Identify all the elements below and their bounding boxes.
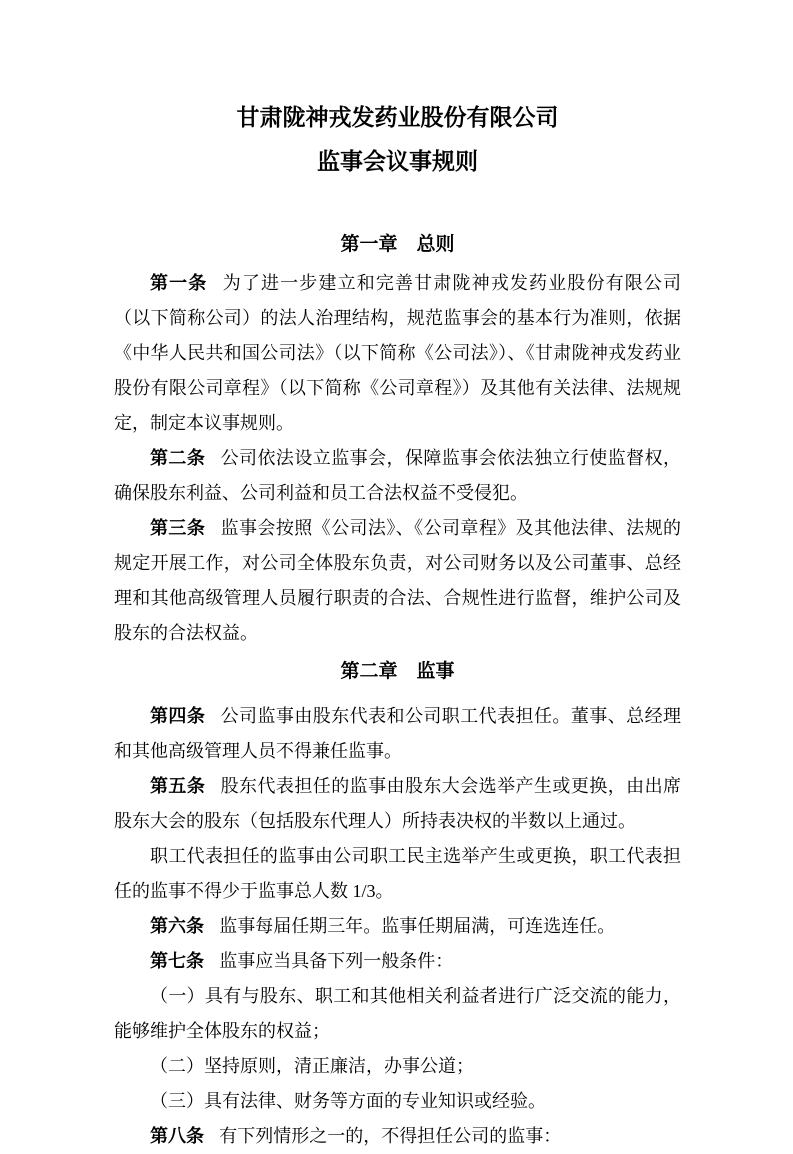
article-8-text: 有下列情形之一的，不得担任公司的监事： [219,1126,562,1146]
article-4-label: 第四条 [150,706,206,726]
document-subtitle: 监事会议事规则 [317,149,478,174]
article-1-paragraph [114,266,681,441]
article-7-item-2-text: （二）坚持原则，清正廉洁，办事公道； [150,1056,474,1076]
article-7-item-1-text: （一）具有与股东、职工和其他相关利益者进行广泛交流的能力，能够维护全体股东的权益； [114,986,681,1041]
article-2-paragraph [114,441,681,511]
article-5-label: 第五条 [150,776,206,796]
article-7-item-3-paragraph [114,1084,681,1119]
article-8-label: 第八条 [150,1126,204,1146]
article-3-paragraph [114,511,681,651]
article-6-paragraph [114,909,681,944]
article-5-continuation-text: 职工代表担任的监事由公司职工民主选举产生或更换，职工代表担任的监事不得少于监事总人数 1/3。 [114,846,681,901]
chapter-1-heading: 第一章 总则 [340,234,455,255]
document-title: 甘肃陇神戎发药业股份有限公司 [236,105,559,130]
article-2-text: 公司依法设立监事会，保障监事会依法独立行使监督权，确保股东利益、公司利益和员工合法权益不受侵犯。 [114,448,682,503]
article-4-text: 公司监事由股东代表和公司职工代表担任。董事、总经理和其他高级管理人员不得兼任监事。 [114,706,682,761]
article-3-text: 监事会按照《公司法》、《公司章程》及其他法律、法规的规定开展工作，对公司全体股东负责，对公司财务以及公司董事、总经理和其他高级管理人员履行职责的合法、合规性进行监督，维护公司及股东的合法权益。 [114,518,682,643]
article-7-text: 监事应当具备下列一般条件： [219,951,454,971]
article-8-paragraph [114,1119,681,1154]
article-7-label: 第七条 [150,951,204,971]
chapter-2-heading: 第二章 监事 [340,661,455,682]
article-7-item-3-text: （三）具有法律、财务等方面的专业知识或经验。 [150,1091,546,1111]
article-5-paragraph [114,769,681,839]
article-5-text: 股东代表担任的监事由股东大会选举产生或更换，由出席股东大会的股东（包括股东代理人）所持表决权的半数以上通过。 [114,776,682,831]
article-1-text: 为了进一步建立和完善甘肃陇神戎发药业股份有限公司（以下简称公司）的法人治理结构，规范监事会的基本行为准则，依据《中华人民共和国公司法》（以下简称《公司法》）、《甘肃陇神戎发药业股份有限公司章程》（以下简称《公司章程》）及其他有关法律、法规规定，制定本议事规则。 [114,273,682,433]
article-7-item-2-paragraph [114,1049,681,1084]
article-3-label: 第三条 [150,518,206,538]
article-7-paragraph [114,944,681,979]
article-2-label: 第二条 [150,448,206,468]
article-1-label: 第一条 [150,273,208,293]
article-7-item-1-paragraph [114,979,681,1049]
article-6-text: 监事每届任期三年。监事任期届满，可连选连任。 [219,916,616,936]
article-6-label: 第六条 [150,916,204,936]
article-5-continuation-paragraph [114,839,681,909]
article-4-paragraph [114,699,681,769]
